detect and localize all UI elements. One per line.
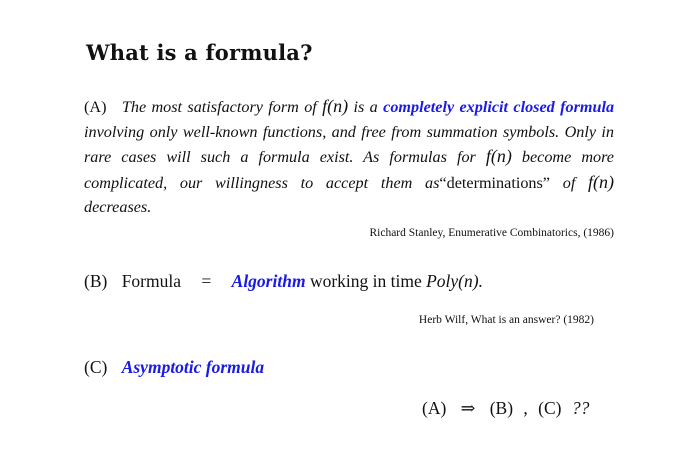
section-a-text-1: The most satisfactory form of (121, 98, 317, 116)
section-a-paragraph (84, 94, 614, 220)
implies-arrow-icon: ⇒ (460, 398, 476, 418)
section-a-text-2: is a (353, 98, 378, 116)
function-f-n-3: f(n) (588, 171, 615, 192)
citation-wilf: Herb Wilf, What is an answer? (1982) (418, 314, 594, 326)
section-b-rest: working in time (309, 271, 422, 291)
conclusion-line (422, 398, 589, 419)
equals-sign: = (201, 271, 212, 291)
section-c-line (84, 357, 264, 378)
page-title: What is a formula? (86, 40, 313, 65)
quoted-determinations: “determinations” (439, 173, 550, 192)
citation-stanley: Richard Stanley, Enumerative Combinatorics, (1986) (369, 227, 614, 239)
section-c-label: (C) (84, 357, 108, 377)
poly-n: Poly(n). (426, 271, 483, 291)
emphasis-algorithm: Algorithm (231, 271, 306, 291)
conclusion-comma: , (523, 398, 528, 418)
conclusion-c: (C) (538, 398, 562, 418)
function-f-n-2: f(n) (485, 146, 512, 166)
conclusion-question: ?? (571, 398, 590, 418)
section-a-text-3: involving only well-known functions, and free from summation symbols. Only in rare cases will such a formula exist. As formulas for (84, 122, 614, 166)
function-f-n: f(n) (322, 96, 349, 116)
formula-word: Formula (121, 271, 182, 291)
section-b-label: (B) (84, 271, 108, 291)
section-a-text-6: decreases. (84, 198, 152, 216)
conclusion-b: (B) (489, 398, 514, 418)
section-a-text-4: become more complicated, our willingness to accept them as (84, 148, 614, 192)
emphasis-closed-formula: completely explicit closed formula (383, 98, 615, 116)
section-a-text-5: of (562, 173, 576, 192)
emphasis-asymptotic: Asymptotic formula (121, 357, 265, 377)
section-b-line (84, 271, 483, 292)
conclusion-a: (A) (422, 398, 447, 418)
section-a-label: (A) (84, 98, 107, 116)
